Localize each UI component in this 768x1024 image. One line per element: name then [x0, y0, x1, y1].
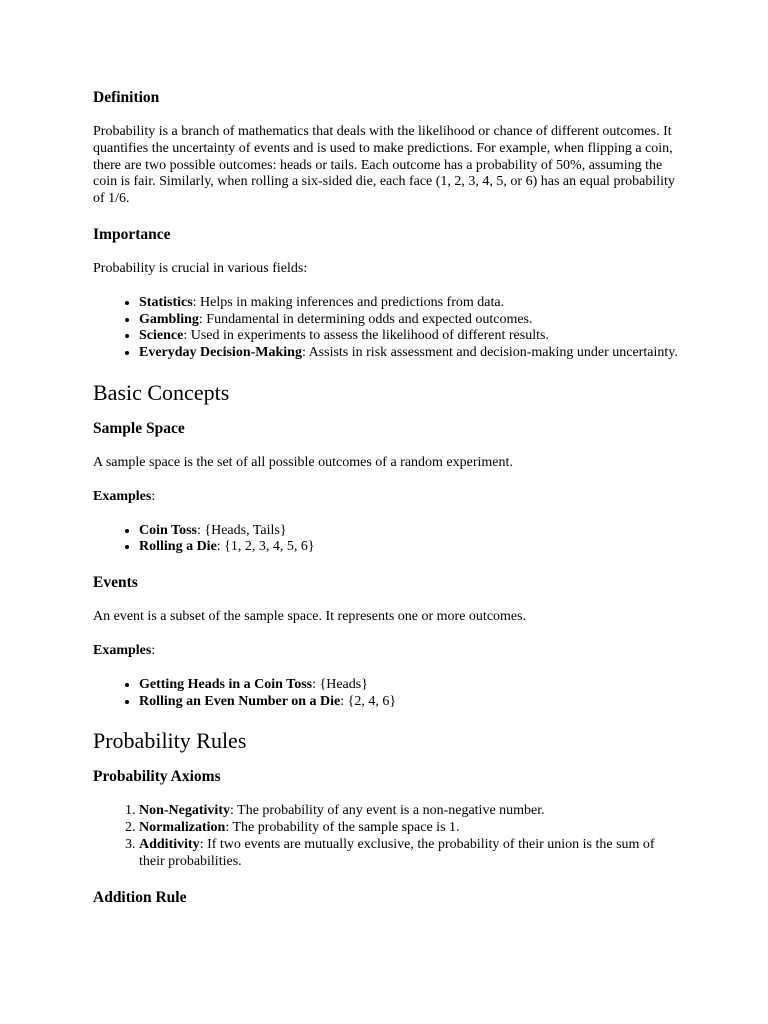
list-item: [139, 328, 678, 345]
list-item-term: Science: [139, 328, 184, 344]
list-item-term: Gambling: [139, 311, 199, 327]
list-item-desc: : {2, 4, 6}: [340, 693, 397, 709]
examples-colon: :: [151, 642, 156, 658]
list-item-desc: : {Heads, Tails}: [196, 522, 287, 538]
list-item-desc: : The probability of the sample space is 1.: [225, 820, 460, 836]
list-item-term: Rolling a Die: [139, 539, 217, 555]
sample-space-examples-label: [93, 489, 678, 506]
list-item: [139, 820, 678, 837]
importance-heading: Importance: [93, 225, 171, 243]
list-item-term: Rolling an Even Number on a Die: [139, 693, 341, 709]
definition-heading: Definition: [93, 89, 160, 106]
list-item-desc: : If two events are mutually exclusive, the probability of their union is the sum of their probabilities.: [139, 836, 655, 869]
probability-axioms-list: [93, 803, 678, 870]
events-paragraph: An event is a subset of the sample space. It represents one or more outcomes.: [93, 609, 527, 625]
list-item-desc: : Assists in risk assessment and decision-making under uncertainty.: [301, 345, 678, 361]
examples-colon: :: [151, 488, 156, 504]
importance-list: [93, 295, 678, 362]
list-item: [139, 312, 678, 329]
list-item-term: Getting Heads in a Coin Toss: [139, 676, 313, 692]
probability-rules-heading: Probability Rules: [93, 728, 247, 754]
list-item-term: Statistics: [139, 294, 193, 310]
examples-label: Examples: [93, 488, 152, 504]
list-item-term: Everyday Decision-Making: [139, 345, 302, 361]
basic-concepts-heading: Basic Concepts: [93, 379, 230, 405]
sample-space-paragraph: A sample space is the set of all possible outcomes of a random experiment.: [93, 454, 513, 470]
list-item-desc: : Used in experiments to assess the likelihood of different results.: [183, 328, 549, 344]
list-item-term: Coin Toss: [139, 522, 197, 538]
list-item-term: Additivity: [139, 836, 200, 852]
list-item-term: Non-Negativity: [139, 803, 230, 819]
list-item: [139, 345, 678, 362]
list-item-desc: : {Heads}: [312, 676, 368, 692]
addition-rule-heading: Addition Rule: [93, 888, 187, 906]
sample-space-examples-list: [93, 523, 678, 557]
list-item: [139, 523, 678, 540]
list-item-desc: : {1, 2, 3, 4, 5, 6}: [216, 539, 315, 555]
list-item-desc: : Fundamental in determining odds and expected outcomes.: [198, 311, 533, 327]
list-item: [139, 694, 678, 711]
list-item-term: Normalization: [139, 820, 226, 836]
list-item: [139, 837, 678, 871]
list-item: [139, 677, 678, 694]
list-item: [139, 539, 678, 556]
list-item-desc: : The probability of any event is a non-negative number.: [230, 803, 545, 819]
sample-space-heading: Sample Space: [93, 419, 185, 437]
examples-label: Examples: [93, 642, 152, 658]
definition-paragraph: Probability is a branch of mathematics that deals with the likelihood or chance of different outcomes. It quantifies the uncertainty of events and is used to make predictions. For example, when flipping a coin, there are two possible outcomes: heads or tails. Each outcome has a probability of 50%, assuming the coin is fair. Similarly, when rolling a six-sided die, each face (1, 2, 3, 4, 5, or 6) has an equal probability of 1/6.: [93, 124, 675, 207]
events-heading: Events: [93, 574, 138, 592]
events-examples-list: [93, 677, 678, 711]
list-item: [139, 295, 678, 312]
probability-axioms-heading: Probability Axioms: [93, 768, 221, 786]
list-item-desc: : Helps in making inferences and predictions from data.: [192, 294, 505, 310]
importance-intro: Probability is crucial in various fields:: [93, 260, 308, 276]
events-examples-label: [93, 643, 678, 660]
list-item: [139, 803, 678, 820]
